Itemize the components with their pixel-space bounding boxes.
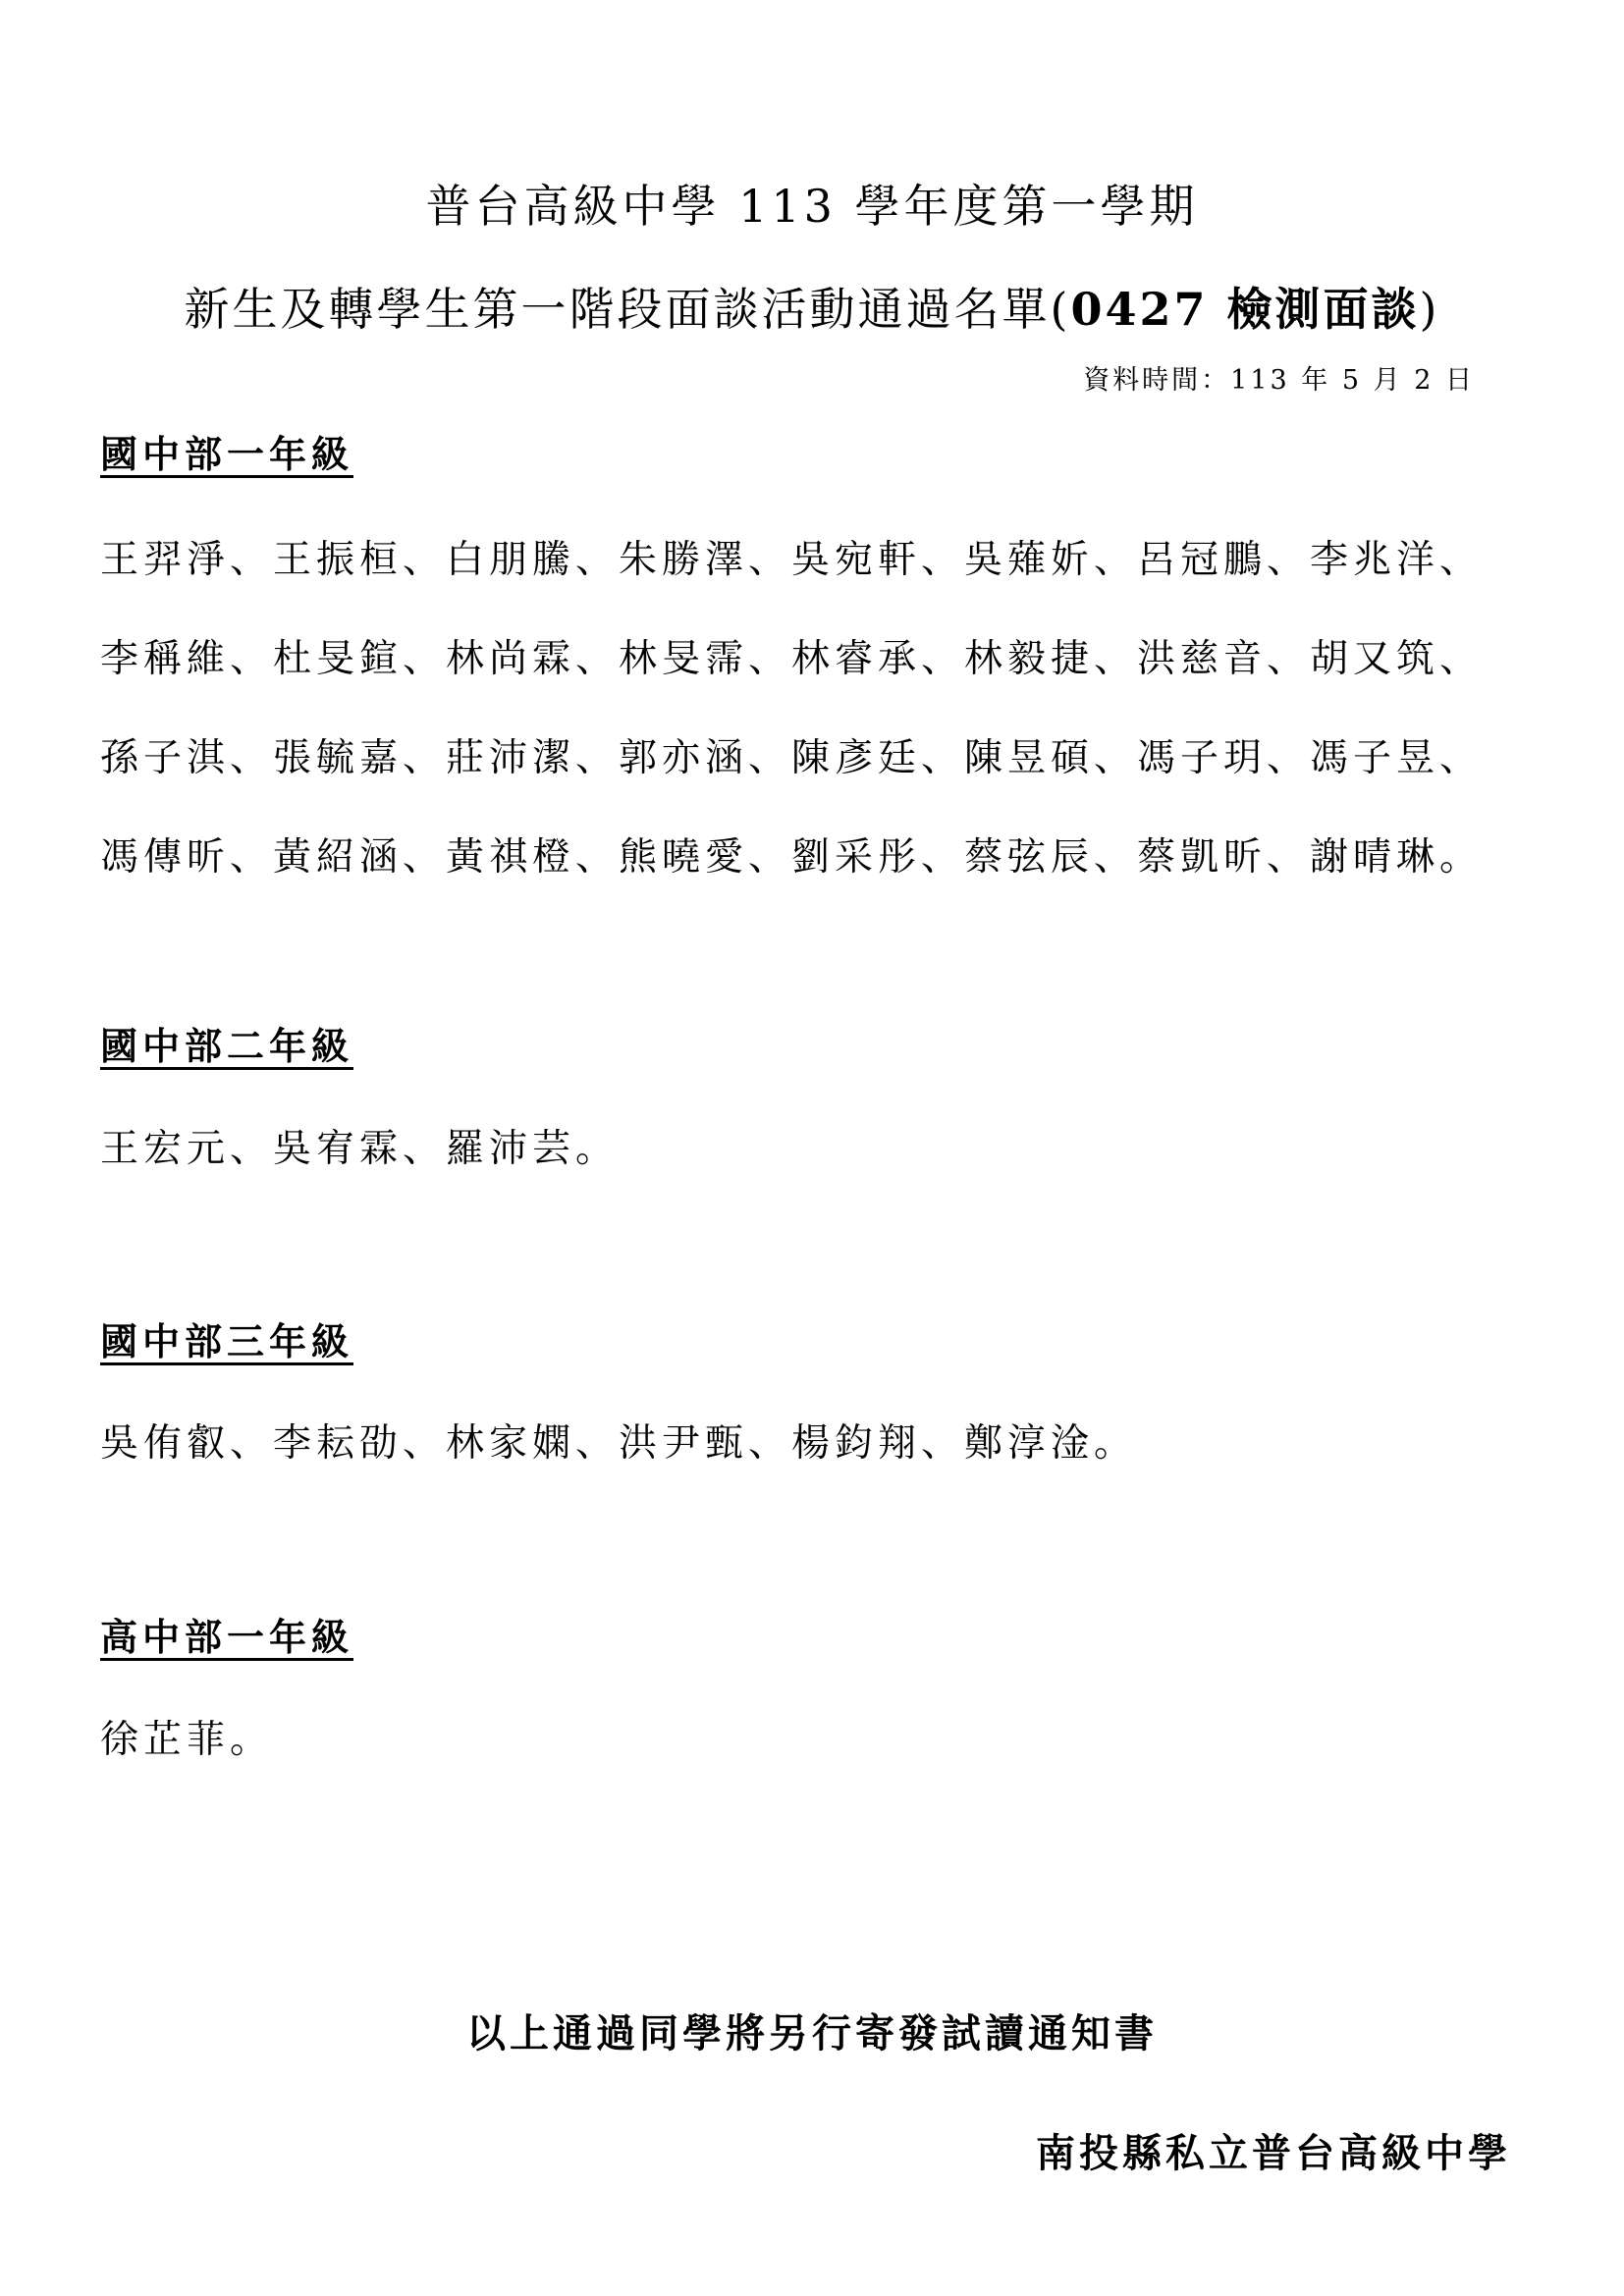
name-list-junior-grade-3: 吳侑叡、李耘劭、林家嫻、洪尹甄、楊鈞翔、鄭淳淦。 — [100, 1421, 1138, 1466]
name-list-junior-grade-1: 王羿淨、王振桓、白朋騰、朱勝澤、吳宛軒、吳薙妡、呂冠鵬、李兆洋、李稱維、杜旻鍹、林尚霖、林旻霈、林睿承、林毅捷、洪慈音、胡又筑、孫子淇、張毓嘉、莊沛潔、郭亦涵、陳彥廷、陳昱碩、馮子玥、馮子昱、馮傳昕、黃紹涵、黃祺橙、熊曉愛、劉采彤、蔡弦辰、蔡凱昕、謝晴琳。 — [100, 538, 1484, 880]
section-heading-senior-grade-1: 高中部一年級 — [100, 1615, 354, 1659]
school-name: 南投縣私立普台高級中學 — [1036, 2130, 1511, 2176]
subtitle-main-text: 新生及轉學生第一階段面談活動通過名單( — [184, 283, 1071, 336]
document-title: 普台高級中學 113 學年度第一學期 — [425, 180, 1199, 233]
section-heading-junior-grade-2: 國中部二年級 — [100, 1024, 354, 1068]
document-subtitle — [0, 280, 1624, 339]
name-list-junior-grade-2: 王宏元、吳宥霖、羅沛芸。 — [100, 1127, 620, 1171]
subtitle-close-paren: ) — [1419, 283, 1440, 336]
subtitle-session-label: 0427 檢測面談 — [1070, 283, 1420, 336]
section-heading-junior-grade-1: 國中部一年級 — [100, 432, 354, 476]
section-heading-junior-grade-3: 國中部三年級 — [100, 1319, 354, 1363]
data-date: 資料時間：113 年 5 月 2 日 — [1083, 365, 1475, 396]
name-list-senior-grade-1: 徐芷菲。 — [100, 1718, 274, 1762]
notification-statement: 以上通過同學將另行寄發試讀通知書 — [466, 2010, 1158, 2056]
